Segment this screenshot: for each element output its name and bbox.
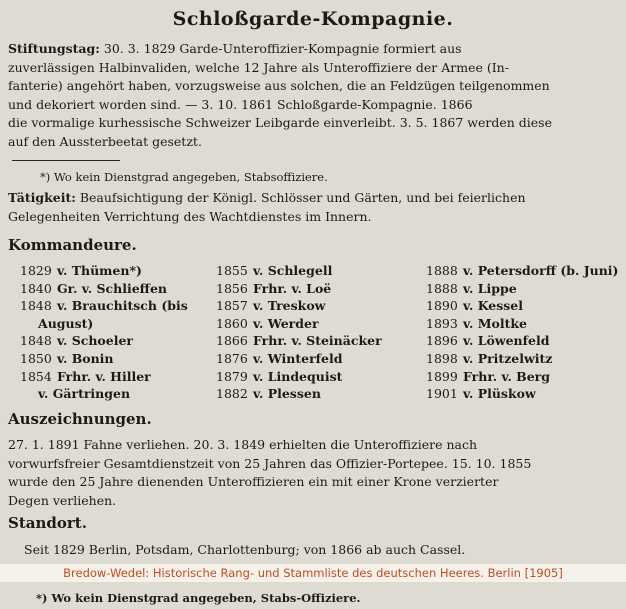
footnote-separator — [12, 160, 120, 161]
list-item: 1888 v. Petersdorff (b. Juni) — [426, 263, 619, 278]
kommandeure-column-1 — [20, 262, 220, 403]
list-item: 1857 v. Treskow — [216, 298, 326, 314]
taetigkeit-label: Tätigkeit: — [8, 190, 76, 205]
list-item: 1893 v. Moltke — [426, 315, 528, 331]
source-caption: Bredow-Wedel: Historische Rang- und Stammliste des deutschen Heeres. Berlin [1905] — [0, 564, 626, 582]
list-item: v. Gärtringen — [38, 386, 131, 402]
taetigkeit-line-1: Beaufsichtigung der Königl. Schlösser und Gärten, und bei feierlichen — [79, 190, 526, 205]
list-item: 1882 v. Plessen — [216, 386, 321, 402]
list-item: 1855 v. Schlegell — [216, 263, 333, 278]
list-item: 1829 v. Thümen*) — [20, 263, 142, 278]
list-item: 1850 v. Bonin — [20, 350, 114, 366]
kommandeure-column-2 — [216, 262, 426, 403]
standort-line: Seit 1829 Berlin, Potsdam, Charlottenburg; von 1866 ab auch Cassel. — [24, 542, 466, 557]
taetigkeit-paragraph — [8, 189, 618, 226]
list-item: 1896 v. Löwenfeld — [426, 333, 550, 349]
stiftung-label: Stiftungstag: — [8, 41, 100, 56]
stiftung-line-4: und dekoriert worden sind. — 3. 10. 1861 Schloßgarde-Kompagnie. 1866 — [8, 96, 473, 112]
list-item: 1840 Gr. v. Schlieffen — [20, 280, 167, 296]
list-item: 1860 v. Werder — [216, 315, 319, 331]
footnote: *) Wo kein Dienstgrad angegeben, Stabsoffiziere. — [40, 170, 328, 184]
list-item: 1848 v. Schoeler — [20, 333, 133, 349]
page-title: Schloßgarde-Kompagnie. — [172, 8, 454, 30]
auszeichnungen-line-3: wurde den 25 Jahre dienenden Unteroffizieren ein mit einer Krone verzierter — [8, 474, 499, 489]
auszeichnungen-heading: Auszeichnungen. — [8, 410, 152, 428]
footnote-bottom: *) Wo kein Dienstgrad angegeben, Stabs-Offiziere. — [36, 591, 361, 605]
auszeichnungen-line-4: Degen verliehen. — [8, 492, 117, 508]
stiftung-line-2: zuverlässigen Halbinvaliden, welche 12 Jahre als Unteroffiziere der Armee (In- — [8, 59, 509, 75]
stiftung-line-6: auf den Aussterbeetat gesetzt. — [8, 133, 202, 149]
list-item: 1856 Frhr. v. Loë — [216, 280, 332, 296]
kommandeure-list — [20, 262, 620, 408]
stiftung-line-1: 30. 3. 1829 Garde-Unteroffizier-Kompagnie formiert aus — [103, 41, 462, 56]
kommandeure-heading: Kommandeure. — [8, 236, 137, 254]
standort-heading: Standort. — [8, 514, 87, 532]
list-item: 1876 v. Winterfeld — [216, 350, 343, 366]
list-item: 1890 v. Kessel — [426, 298, 524, 314]
list-item: 1901 v. Plüskow — [426, 386, 536, 402]
stiftung-paragraph — [8, 40, 618, 151]
stiftung-line-5: die vormalige kurhessische Schweizer Leibgarde einverleibt. 3. 5. 1867 werden diese — [8, 115, 552, 130]
taetigkeit-line-2: Gelegenheiten Verrichtung des Wachtdienstes im Innern. — [8, 208, 372, 224]
auszeichnungen-line-2: vorwurfsfreier Gesamtdienstzeit von 25 Jahren das Offizier-Portepee. 15. 10. 1855 — [8, 455, 532, 471]
stiftung-line-3: fanterie) angehört haben, vorzugsweise aus solchen, die an Feldzügen teilgenommen — [8, 78, 550, 93]
list-item: 1879 v. Lindequist — [216, 368, 343, 384]
auszeichnungen-paragraph — [8, 436, 618, 510]
list-item: 1898 v. Pritzelwitz — [426, 350, 553, 366]
list-item: 1888 v. Lippe — [426, 280, 517, 296]
list-item: 1848 v. Brauchitsch (bis — [20, 298, 188, 314]
list-item: 1899 Frhr. v. Berg — [426, 368, 551, 384]
kommandeure-column-3 — [426, 262, 626, 403]
auszeichnungen-line-1: 27. 1. 1891 Fahne verliehen. 20. 3. 1849 erhielten die Unteroffiziere nach — [8, 437, 477, 452]
list-item: 1866 Frhr. v. Steinäcker — [216, 333, 382, 349]
list-item: August) — [38, 315, 94, 331]
list-item: 1854 Frhr. v. Hiller — [20, 368, 151, 384]
